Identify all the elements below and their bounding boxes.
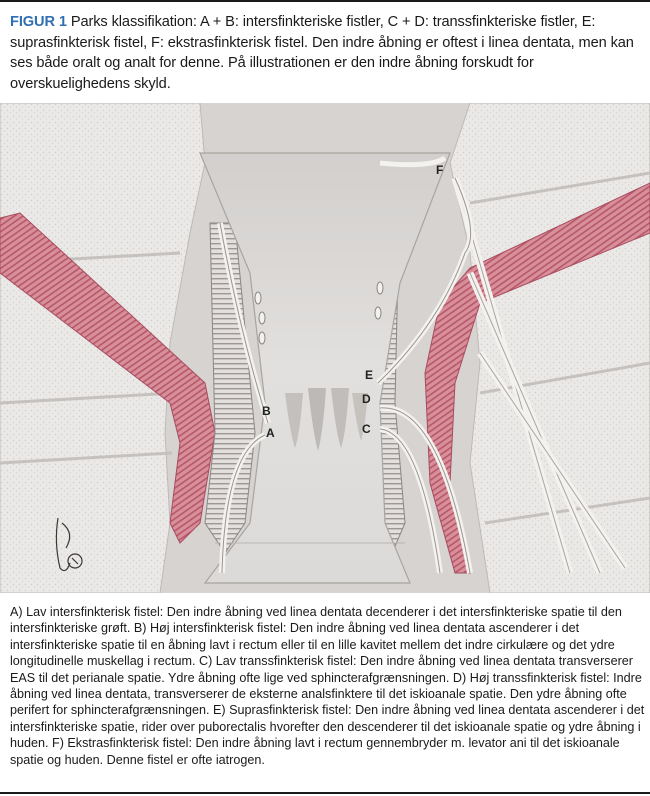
- figure-label: FIGUR 1: [10, 14, 67, 30]
- label-b: B: [262, 404, 271, 418]
- bottom-rule: [0, 792, 650, 794]
- figure-legend: [10, 604, 646, 768]
- label-a: A: [266, 426, 275, 440]
- figure-caption-title: [10, 12, 642, 94]
- label-f: F: [436, 163, 444, 177]
- label-c: C: [362, 422, 371, 436]
- figure-title: Parks klassifikation: A + B: intersfinkteriske fistler, C + D: transsfinkteriske fistler, E: suprasfinkterisk fistel, F: ekstrasfinkterisk fistel. Den indre åbning er oftest i linea dentata, men kan ses både oralt og analt for denne. På illustrationen er den indre åbning forskudt for overskuelighedens skyld.: [10, 14, 634, 92]
- anal-fistula-illustration: [0, 103, 650, 593]
- top-rule: [0, 0, 650, 2]
- label-d: D: [362, 392, 371, 406]
- label-e: E: [365, 368, 374, 382]
- legend-text: A) Lav intersfinkterisk fistel: Den indre åbning ved linea dentata decenderer i det intersfinkteriske spatie til den intersfinkteriske grøft. B) Høj intersfinkterisk fistel: Den indre åbning ved linea dentata ascenderer i det intersfinkteriske spatie til en åbning lavt i rectum eller til en lille kavitet mellem det indre cirkulære og det ydre longitudinelle muskellag i rectum. C) Lav transsfinkterisk fistel: Den indre åbning ved linea dentata transverserer EAS til det perianale spatie. Ydre åbning ofte lige ved sphincterafgrænsningen. D) Høj transsfinkterisk fistel: Indre åbning ved linea dentata, transverserer de eksterne analsfinktere til det iskioanale spatie. Den ydre åbning ofte perifert for sphincterafgrænsningen. E) Suprasfinkterisk fistel: Den indre åbning ved linea dentata ascenderer i det intersfinkteriske spatie, rider over puborectalis hvorefter den descenderer til det iskioanale spatie og ydre åbning i huden. F) Ekstrasfinkterisk fistel: Den indre åbning lavt i rectum gennembryder m. levator ani til det iskioanale spatie og huden. Denne fistel er ofte iatrogen.: [10, 605, 645, 767]
